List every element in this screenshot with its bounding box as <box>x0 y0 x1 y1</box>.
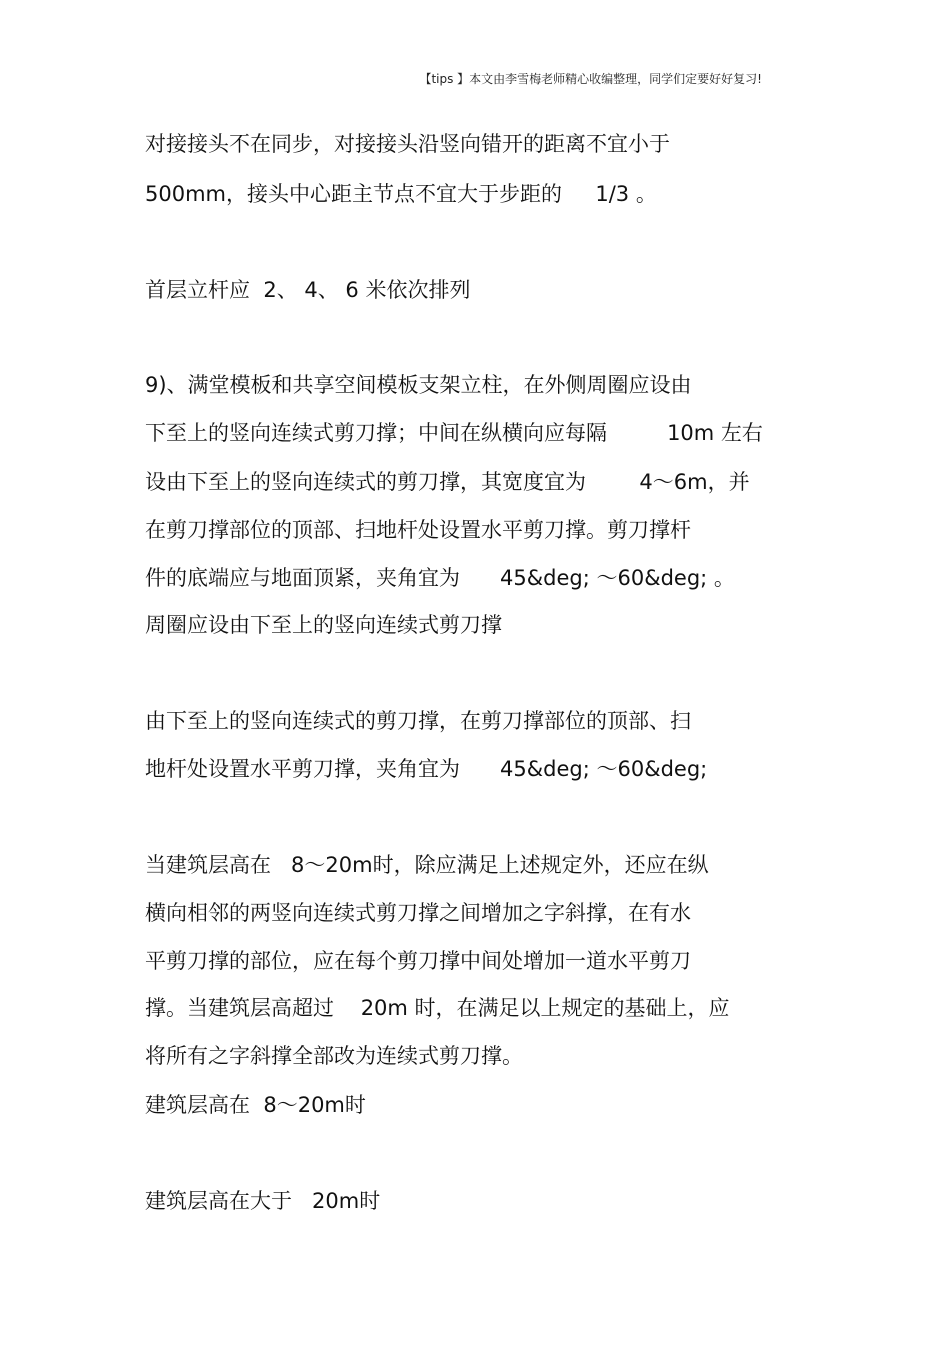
body-line: 地杆处设置水平剪刀撑，夹角宜为 45&deg; ～60&deg; <box>145 757 708 781</box>
body-line: 平剪刀撑的部位，应在每个剪刀撑中间处增加一道水平剪刀 <box>145 949 691 973</box>
body-line: 在剪刀撑部位的顶部、扫地杆处设置水平剪刀撑。剪刀撑杆 <box>145 518 691 542</box>
body-line: 由下至上的竖向连续式的剪刀撑，在剪刀撑部位的顶部、扫 <box>145 709 691 733</box>
body-line: 撑。当建筑层高超过 20m 时，在满足以上规定的基础上，应 <box>145 996 730 1020</box>
body-line: 将所有之字斜撑全部改为连续式剪刀撑。 <box>145 1044 523 1068</box>
body-line: 横向相邻的两竖向连续式剪刀撑之间增加之字斜撑，在有水 <box>145 901 691 925</box>
body-line: 首层立杆应 2、 4、 6 米依次排列 <box>145 278 471 302</box>
body-line: 对接接头不在同步，对接接头沿竖向错开的距离不宜小于 <box>145 132 670 156</box>
body-line: 设由下至上的竖向连续式的剪刀撑，其宽度宜为 4～6m，并 <box>145 470 750 494</box>
body-line: 建筑层高在大于 20m时 <box>145 1189 381 1213</box>
body-line: 建筑层高在 8～20m时 <box>145 1093 366 1117</box>
body-line: 当建筑层高在 8～20m时，除应满足上述规定外，还应在纵 <box>145 853 709 877</box>
body-line: 9)、满堂模板和共享空间模板支架立柱，在外侧周圈应设由 <box>145 373 692 397</box>
body-line: 500mm，接头中心距主节点不宜大于步距的 1/3 。 <box>145 182 657 206</box>
tips-header: 【tips 】本文由李雪梅老师精心收编整理，同学们定要好好复习! <box>419 72 762 86</box>
body-line: 件的底端应与地面顶紧，夹角宜为 45&deg; ～60&deg; 。 <box>145 566 735 590</box>
body-line: 下至上的竖向连续式剪刀撑；中间在纵横向应每隔 10m 左右 <box>145 421 763 445</box>
body-line: 周圈应设由下至上的竖向连续式剪刀撑 <box>145 613 502 637</box>
